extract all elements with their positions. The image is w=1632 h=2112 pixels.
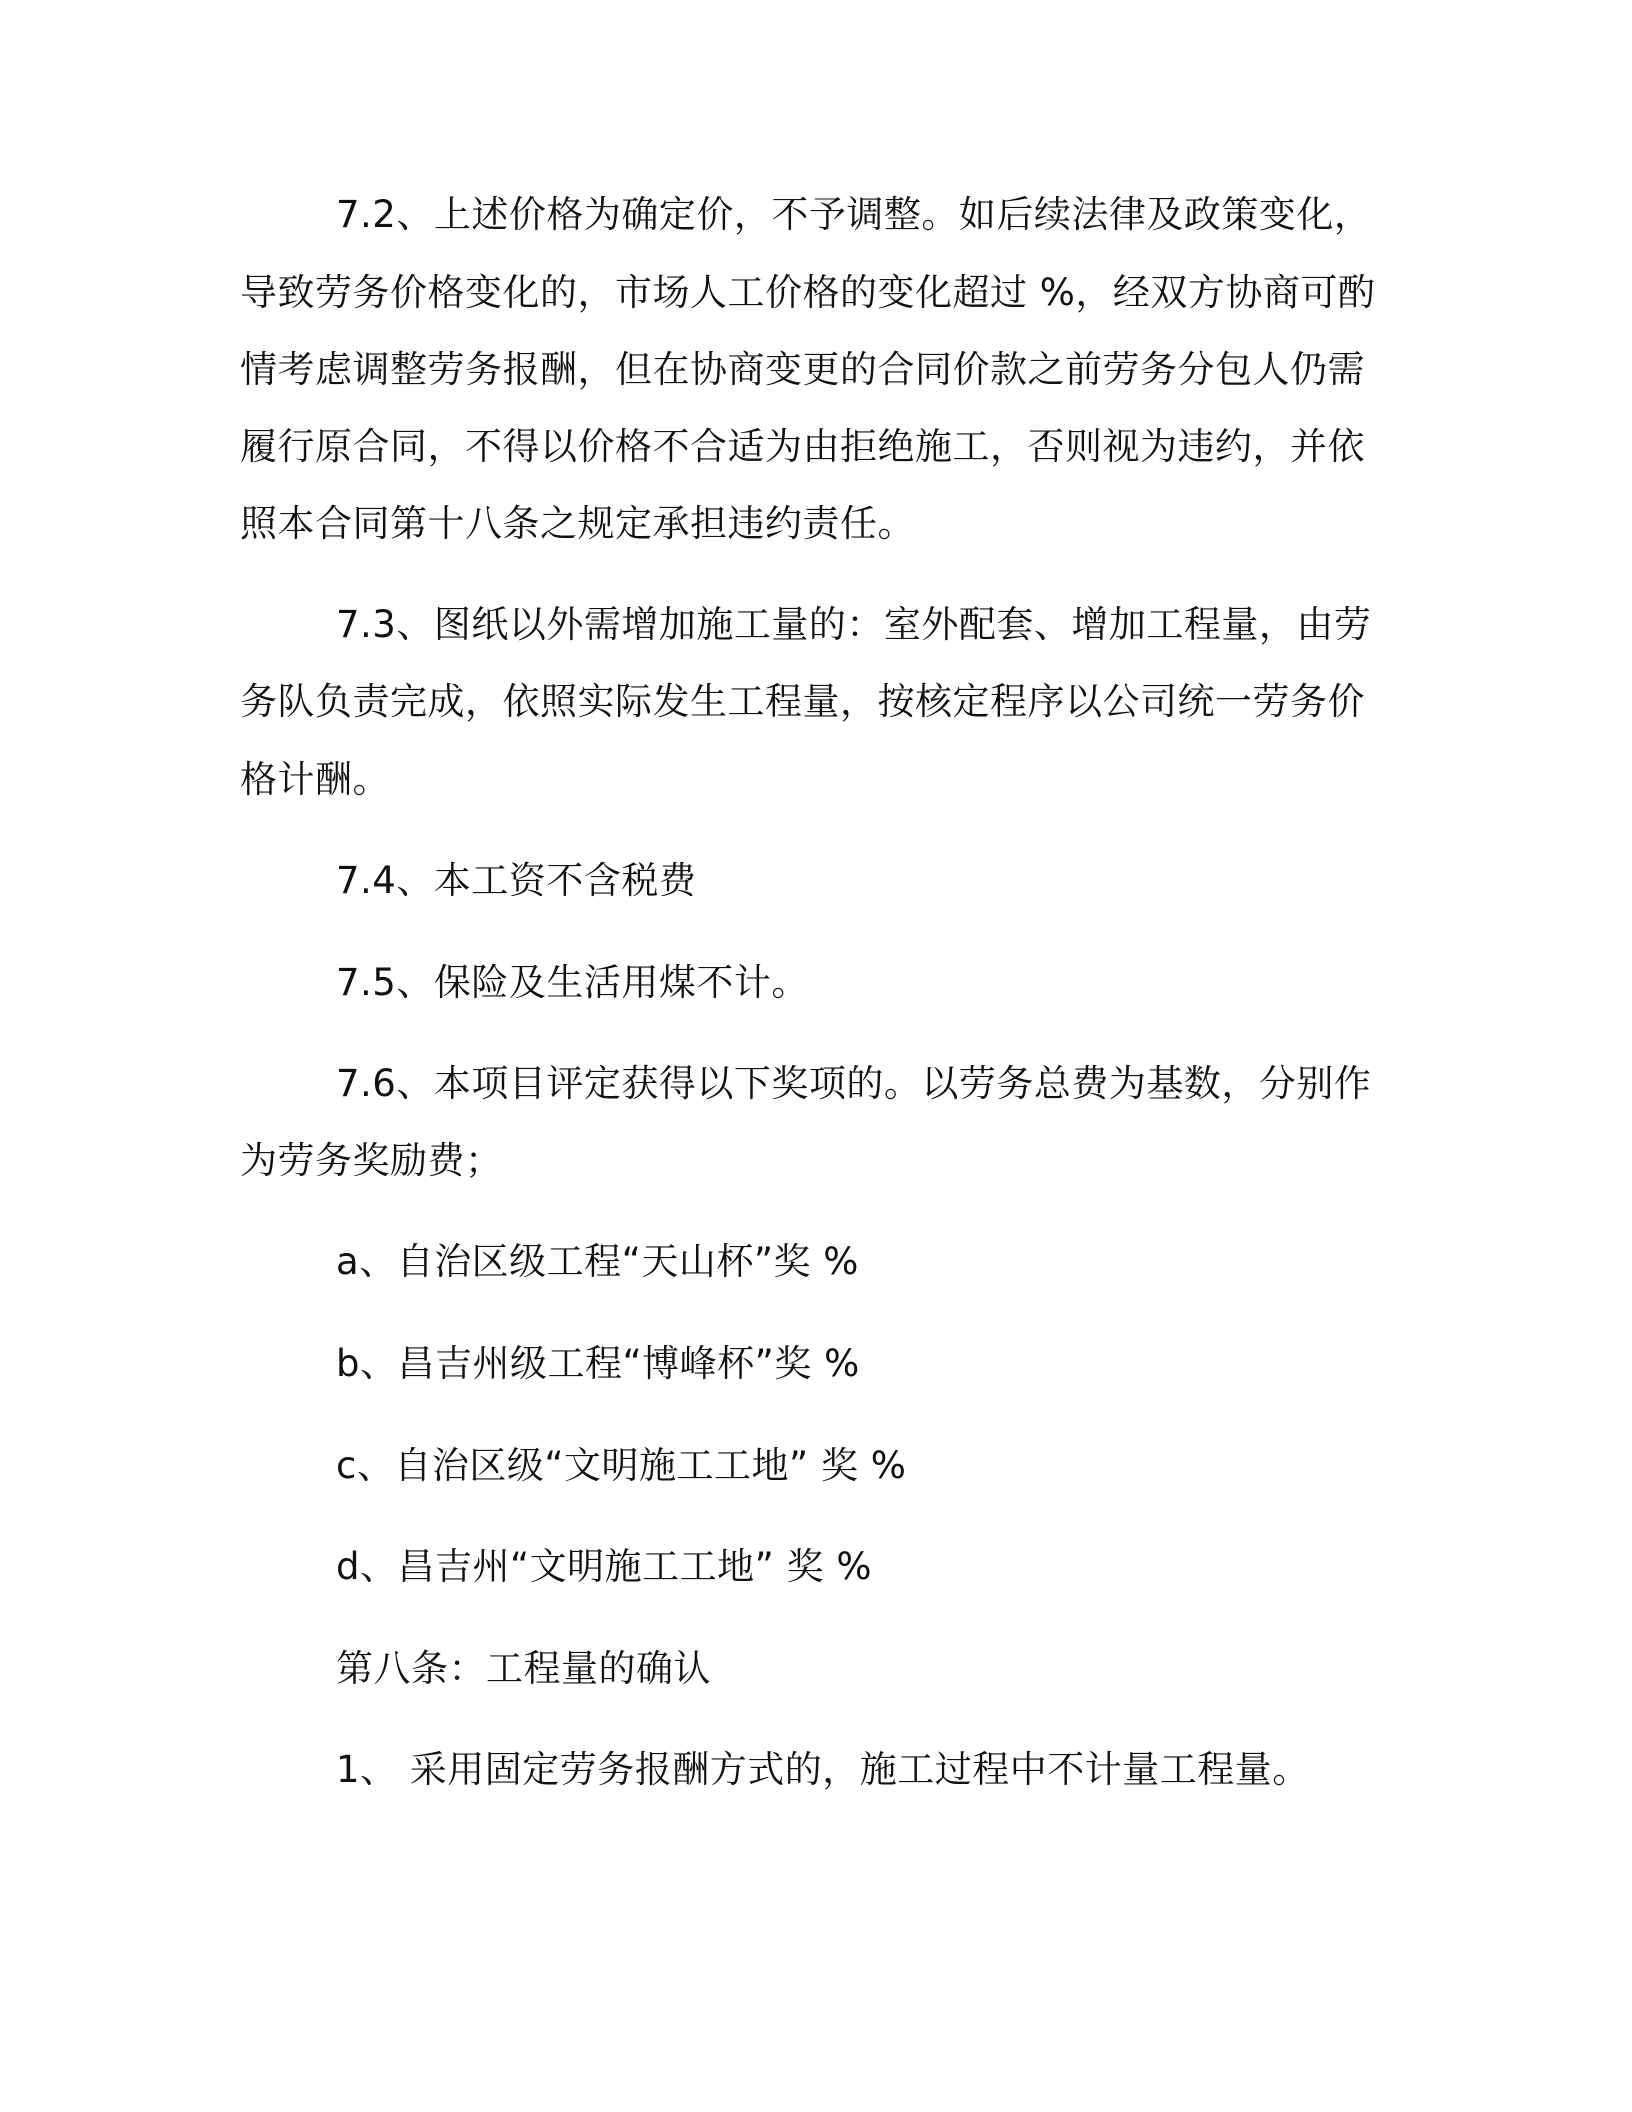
award-item-d: d、昌吉州“文明施工工地” 奖 % — [336, 1545, 873, 1588]
paragraph-7-6-line-2: 为劳务奖励费； — [240, 1139, 503, 1182]
award-item-b: b、昌吉州级工程“博峰杯”奖 % — [336, 1342, 860, 1385]
paragraph-7-3-line-3: 格计酬。 — [240, 758, 390, 801]
paragraph-7-2-line-3: 情考虑调整劳务报酬，但在协商变更的合同价款之前劳务分包人仍需 — [240, 348, 1365, 391]
award-item-c: c、自治区级“文明施工工地” 奖 % — [336, 1444, 907, 1487]
paragraph-7-5: 7.5、保险及生活用煤不计。 — [336, 961, 809, 1004]
paragraph-7-2-line-4: 履行原合同，不得以价格不合适为由拒绝施工，否则视为违约，并依 — [240, 425, 1365, 468]
paragraph-7-3-line-2: 务队负责完成，依照实际发生工程量，按核定程序以公司统一劳务价 — [240, 680, 1365, 723]
paragraph-7-4: 7.4、本工资不含税费 — [336, 859, 697, 902]
paragraph-7-2-line-2: 导致劳务价格变化的，市场人工价格的变化超过 %，经双方协商可酌 — [240, 271, 1376, 314]
award-item-a: a、自治区级工程“天山杯”奖 % — [336, 1240, 859, 1283]
paragraph-7-2-line-1: 7.2、上述价格为确定价，不予调整。如后续法律及政策变化， — [336, 193, 1372, 236]
paragraph-7-6-line-1: 7.6、本项目评定获得以下奖项的。以劳务总费为基数，分别作 — [336, 1062, 1372, 1105]
paragraph-7-2-line-5: 照本合同第十八条之规定承担违约责任。 — [240, 502, 915, 545]
article-8-heading: 第八条：工程量的确认 — [336, 1647, 711, 1690]
paragraph-7-3-line-1: 7.3、图纸以外需增加施工量的：室外配套、增加工程量，由劳 — [336, 603, 1372, 646]
article-8-item-1: 1、 采用固定劳务报酬方式的，施工过程中不计量工程量。 — [336, 1748, 1310, 1791]
